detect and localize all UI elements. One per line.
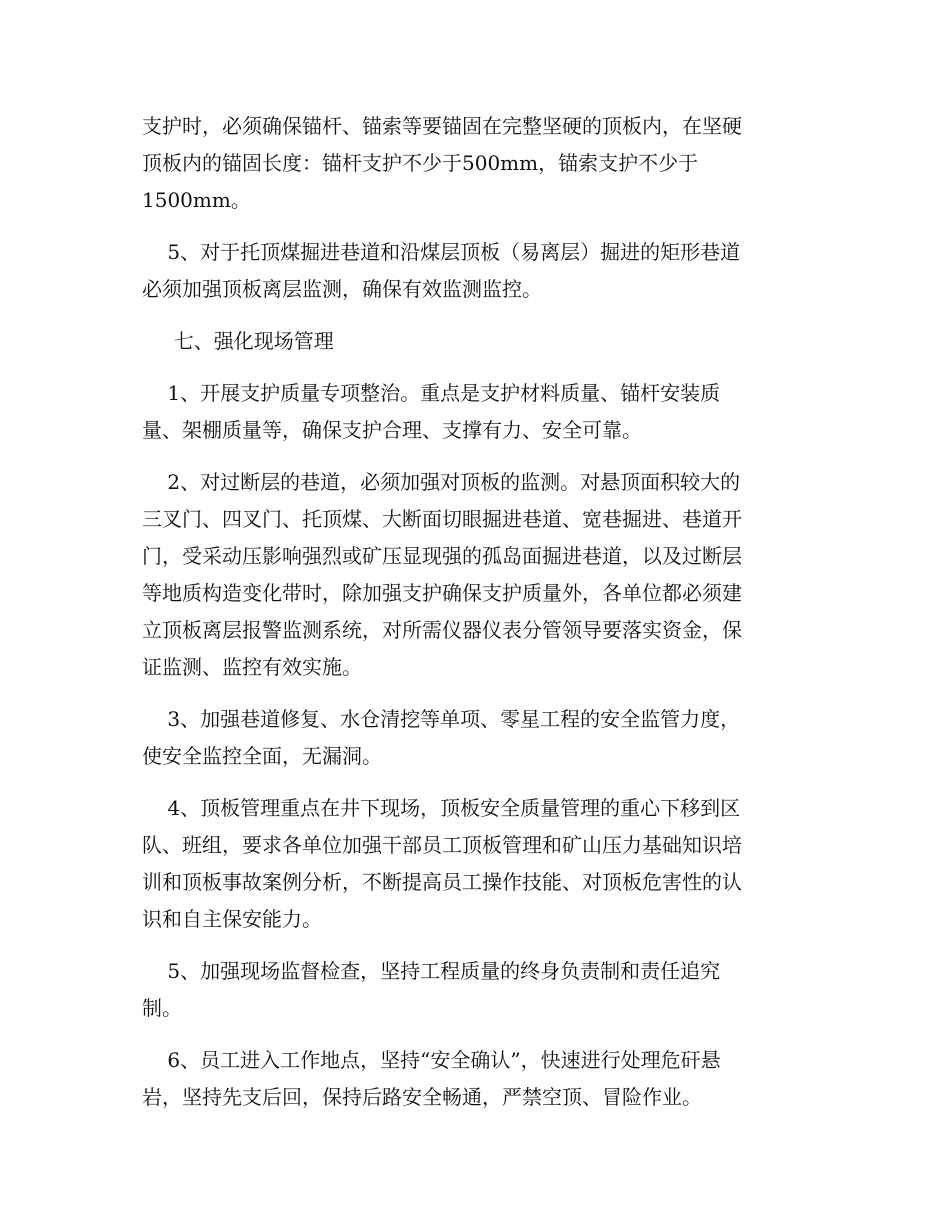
text-line: 1、开展支护质量专项整治。重点是支护材料质量、锚杆安装质 (142, 381, 721, 405)
text-line: 使安全监控全面，无漏洞。 (142, 744, 382, 768)
text-line: 门，受采动压影响强烈或矿压显现强的孤岛面掘进巷道，以及过断层 (142, 544, 742, 568)
text-line: 量、架棚质量等，确保支护合理、支撑有力、安全可靠。 (142, 418, 642, 442)
text-line: 5、对于托顶煤掘进巷道和沿煤层顶板（易离层）掘进的矩形巷道 (142, 240, 741, 264)
text-line: 证监测、监控有效实施。 (142, 655, 362, 679)
text-line: 训和顶板事故案例分析，不断提高员工操作技能、对顶板危害性的认 (142, 870, 742, 894)
text-line: 岩，坚持先支后回，保持后路安全畅通，严禁空顶、冒险作业。 (142, 1085, 702, 1109)
text-line: 4、顶板管理重点在井下现场，顶板安全质量管理的重心下移到区 (142, 796, 741, 820)
text-line: 三叉门、四叉门、托顶煤、大断面切眼掘进巷道、宽巷掘进、巷道开 (142, 507, 742, 531)
text-line: 等地质构造变化带时，除加强支护确保支护质量外，各单位都必须建 (142, 581, 742, 605)
text-line: 顶板内的锚固长度：锚杆支护不少于500mm，锚索支护不少于 (142, 151, 699, 175)
text-line: 队、班组，要求各单位加强干部员工顶板管理和矿山压力基础知识培 (142, 833, 742, 857)
text-line: 3、加强巷道修复、水仓清挖等单项、零星工程的安全监管力度， (142, 707, 741, 731)
text-line: 6、员工进入工作地点，坚持“安全确认”，快速进行处理危矸悬 (142, 1048, 721, 1072)
text-line: 支护时，必须确保锚杆、锚索等要锚固在完整坚硬的顶板内，在坚硬 (142, 114, 742, 138)
text-line: 识和自主保安能力。 (142, 907, 322, 931)
section-heading: 七、强化现场管理 (142, 329, 334, 353)
text-line: 5、加强现场监督检查，坚持工程质量的终身负责制和责任追究 (142, 959, 721, 983)
text-line: 立顶板离层报警监测系统，对所需仪器仪表分管领导要落实资金，保 (142, 618, 742, 642)
text-line: 制。 (142, 996, 182, 1020)
text-line: 1500mm。 (142, 188, 251, 212)
text-line: 必须加强顶板离层监测，确保有效监测监控。 (142, 277, 542, 301)
text-line: 2、对过断层的巷道，必须加强对顶板的监测。对悬顶面积较大的 (142, 470, 741, 494)
